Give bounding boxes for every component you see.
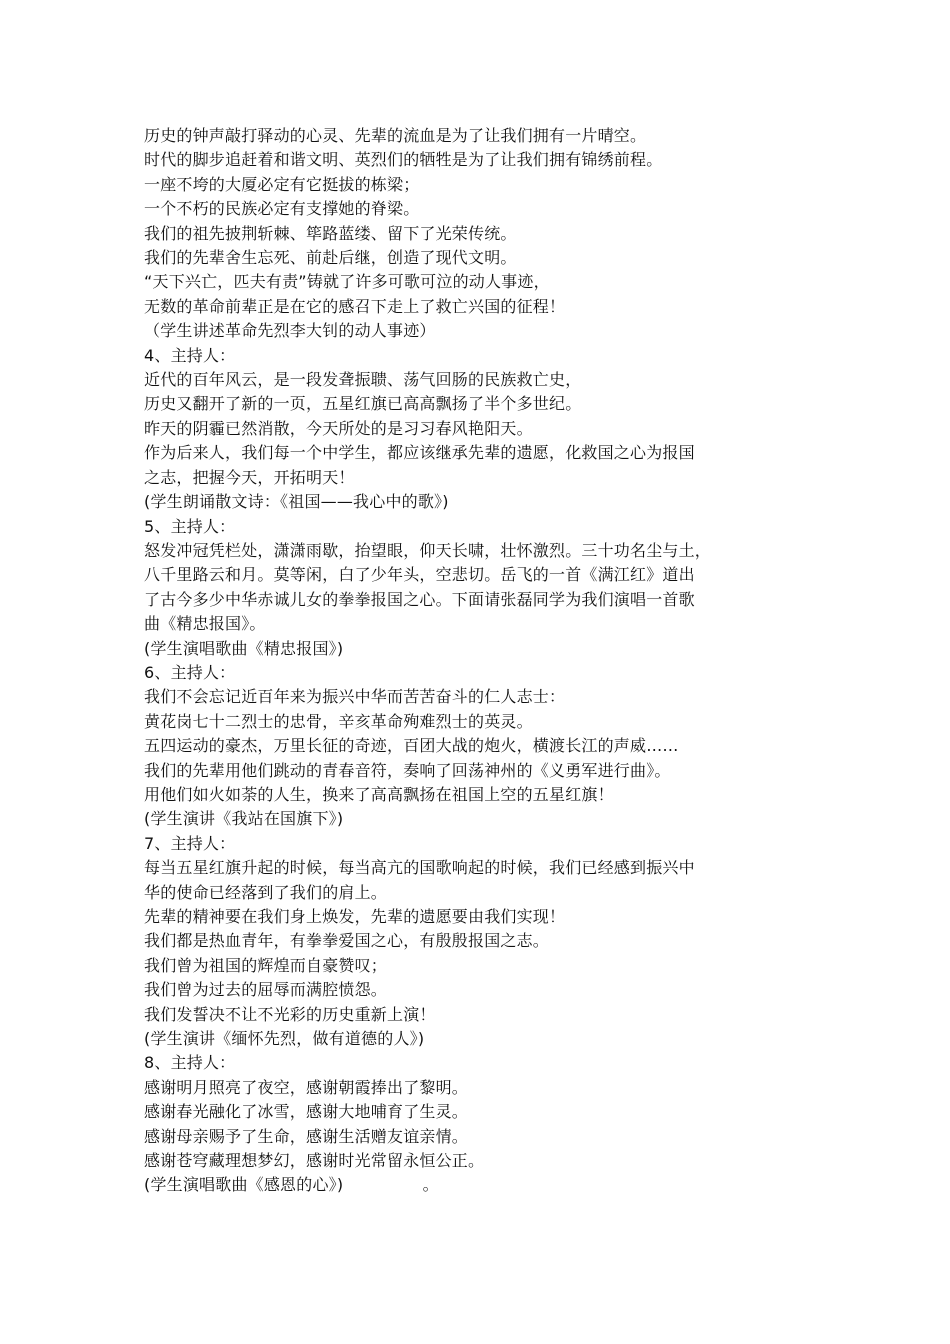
text-line: 我们不会忘记近百年来为振兴中华而苦苦奋斗的仁人志士： <box>144 687 566 707</box>
section-heading: 8、主持人： <box>144 1053 236 1073</box>
text-line: 华的使命已经落到了我们的肩上。 <box>144 882 388 902</box>
stage-direction: (学生演唱歌曲《感恩的心》) 。 <box>144 1175 439 1195</box>
section-heading: 6、主持人： <box>144 662 236 682</box>
text-line: 我们都是热血青年，有拳拳爱国之心，有殷殷报国之志。 <box>144 931 550 951</box>
text-line: 历史的钟声敲打驿动的心灵、先辈的流血是为了让我们拥有一片晴空。 <box>144 126 647 145</box>
text-line: 用他们如火如荼的人生，换来了高高飘扬在祖国上空的五星红旗！ <box>144 784 614 804</box>
stage-direction: （学生讲述革命先烈李大钊的动人事迹） <box>144 321 436 341</box>
text-line: 历史又翻开了新的一页，五星红旗已高高飘扬了半个多世纪。 <box>144 394 582 414</box>
text-line: 作为后来人，我们每一个中学生，都应该继承先辈的遗愿，化救国之心为报国 <box>144 443 695 463</box>
text-line: 时代的脚步追赶着和谐文明、英烈们的牺牲是为了让我们拥有锦绣前程。 <box>144 150 663 170</box>
text-line: 感谢母亲赐予了生命，感谢生活赠友谊亲情。 <box>144 1126 469 1146</box>
text-line: 感谢苍穹藏理想梦幻，感谢时光常留永恒公正。 <box>144 1151 485 1171</box>
stage-direction: (学生演讲《我站在国旗下》) <box>144 809 344 829</box>
stage-direction: (学生演讲《缅怀先烈，做有道德的人》) <box>144 1029 425 1049</box>
text-line: 了古今多少中华赤诚儿女的拳拳报国之心。下面请张磊同学为我们演唱一首歌 <box>144 589 695 609</box>
text-line: 五四运动的豪杰，万里长征的奇迹，百团大战的炮火，横渡长江的声威…… <box>144 736 679 756</box>
text-line: 怒发冲冠凭栏处，潇潇雨歇，抬望眼，仰天长啸，壮怀激烈。三十功名尘与土， <box>144 540 712 560</box>
text-line: 每当五星红旗升起的时候，每当高亢的国歌响起的时候，我们已经感到振兴中 <box>144 858 695 878</box>
section-heading: 4、主持人： <box>144 345 236 365</box>
text-line: 昨天的阴霾已然消散，今天所处的是习习春风艳阳天。 <box>144 418 533 438</box>
text-line: 近代的百年风云，是一段发聋振聩、荡气回肠的民族救亡史， <box>144 370 582 390</box>
section-heading: 7、主持人： <box>144 833 236 853</box>
text-line: “天下兴亡，匹夫有责”铸就了许多可歌可泣的动人事迹， <box>144 272 550 292</box>
text-line: 一个不朽的民族必定有支撑她的脊梁。 <box>144 199 420 219</box>
document-body <box>144 124 824 1198</box>
text-line: 先辈的精神要在我们身上焕发，先辈的遗愿要由我们实现！ <box>144 907 566 926</box>
text-line: 黄花岗七十二烈士的忠骨，辛亥革命殉难烈士的英灵。 <box>144 711 533 731</box>
text-line: 我们的祖先披荆斩棘、筚路蓝缕、留下了光荣传统。 <box>144 223 517 243</box>
text-line: 八千里路云和月。莫等闲，白了少年头，空悲切。岳飞的一首《满江红》道出 <box>144 565 695 585</box>
text-line: 我们发誓决不让不光彩的历史重新上演！ <box>144 1004 436 1024</box>
text-line: 我们曾为过去的屈辱而满腔愤怨。 <box>144 980 388 1000</box>
text-line: 我们的先辈舍生忘死、前赴后继，创造了现代文明。 <box>144 248 517 268</box>
text-line: 之志，把握今天，开拓明天！ <box>144 467 355 487</box>
text-line: 一座不垮的大厦必定有它挺拔的栋梁； <box>144 174 420 194</box>
text-line: 我们的先辈用他们跳动的青春音符，奏响了回荡神州的《义勇军进行曲》。 <box>144 760 671 780</box>
text-line: 感谢春光融化了冰雪，感谢大地哺育了生灵。 <box>144 1102 469 1122</box>
section-heading: 5、主持人： <box>144 516 236 536</box>
text-line: 曲《精忠报国》。 <box>144 614 266 634</box>
text-line: 感谢明月照亮了夜空，感谢朝霞捧出了黎明。 <box>144 1077 469 1097</box>
text-line: 无数的革命前辈正是在它的感召下走上了救亡兴国的征程！ <box>144 296 566 316</box>
stage-direction: (学生朗诵散文诗：《祖国——我心中的歌》) <box>144 492 449 512</box>
stage-direction: (学生演唱歌曲《精忠报国》) <box>144 638 344 658</box>
text-line: 我们曾为祖国的辉煌而自豪赞叹； <box>144 955 388 975</box>
